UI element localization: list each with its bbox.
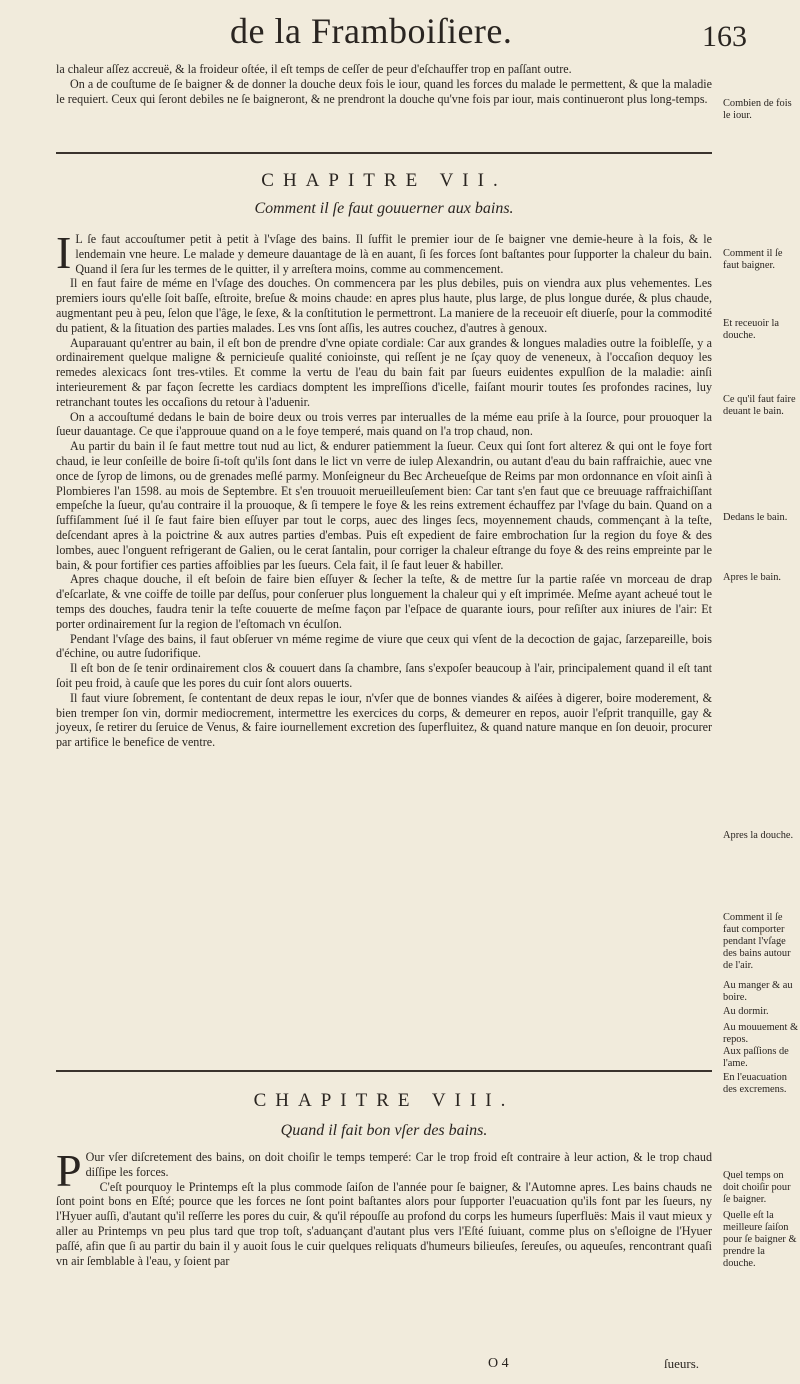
paragraph: Apres chaque douche, il eſt beſoin de faire bien eſſuyer & ſecher la teſte, & de mettre ſur la partie raſée vn morceau de drap d'eſcarlate, & vne coiffe de toille par deſſus, pour conſeruer plus longuement la chaleur qui y eſt imprimée. Meſme ayant acheué tout le temps des douches, faudra tenir la teſte couuerte de meſme façon par l'eſpace de quarante iours, pour reſiſter aux iniures de l'air: Et porter ordinairement ſur la region de l'eſtomach vn éculſon. (56, 572, 712, 631)
margin-note: Apres le bain. (723, 572, 781, 583)
chapter-7-body (56, 227, 712, 750)
chapter-8-body (56, 1145, 712, 1268)
margin-note: Comment il ſe faut comporter pendant l'vſage des bains autour de l'air. (723, 912, 791, 971)
paragraph (56, 227, 712, 278)
chapter-8-heading (56, 1090, 712, 1112)
catchword: ſueurs. (664, 1356, 700, 1371)
running-title: de la Framboiſiere. (230, 11, 513, 51)
paragraph: Il faut viure ſobrement, ſe contentant de deux repas le iour, n'vſer que de bonnes viandes & aiſées à digerer, boire moderement, & bien tremper ſon vin, dormir mediocrement, intermettre les exercices du corps, & demeurer en repos, auoir l'eſprit tranquille, gay & joyeux, ſe retirer du ſeruice de Venus, & faire iournellement excretion des ſuperfluitez, & quand nature manque en ſon deuoir, procurer par artifice le benefice de ventre. (56, 690, 712, 750)
paragraph: On a accouſtumé dedans le bain de boire deux ou trois verres par interualles de la méme eau priſe à la ſource, pour prouoquer la ſueur dauantage. Ce que i'approuue quand on a le foye temperé, mais quand on l'a trop chaud, non. (56, 409, 712, 439)
paragraph-text: L ſe faut accouſtumer petit à petit à l'vſage des bains. Il ſuffit le premier iour de ſe baigner vne demie-heure à la fois, & le lendemain vne heure. Le malade y demeure dauantage de là en auant, ſi ſes forces ſont baſtantes pour ſupporter la chaleur du bain. Quand il ſera ſur les termes de le quitter, il y arreſtera moins, comme au commencement. (75, 232, 712, 276)
chapter-7-heading (56, 170, 712, 192)
paragraph: Pendant l'vſage des bains, il faut obſeruer vn méme regime de viure que ceux qui vſent de la decoction de gajac, ſarzepareille, bois d'échine, ou autre ſudorifique. (56, 631, 712, 661)
chapter-8-title: Quand il fait bon vſer des bains. (280, 1122, 488, 1139)
paragraph: Il eſt bon de ſe tenir ordinairement clos & couuert dans ſa chambre, ſans s'expoſer beaucoup à l'air, principalement quand il eſt tant ſoit peu froid, à cauſe que les pores du cuir ſont alors ouuerts. (56, 661, 712, 690)
paragraph: C'eſt pourquoy le Printemps eſt la plus commode ſaiſon de l'année pour ſe baigner, & l'Automne apres. Les bains chauds ne ſont point bons en Eſté; pource que les forces ne ſont point baſtantes alors pour ſupporter l'euacuation qu'ils font par les ſueurs, ny l'Hyuer auſſi, d'autant qu'il reſſerre les pores du cuir, & qu'il répouſſe au profond du corps les humeurs ſuperfluës: Mais il vaut mieux y aller au Printemps vn peu plus tard que trop toſt, s'aduançant d'autant plus vers l'Eſté ſuiuant, comme plus on s'eſloigne de l'Hyuer paſſé, afin que ſi au partir du bain il y auoit ſous le cuir quelques reliquats d'humeurs bilieuſes, ſereuſes, ou aqueuſes, rencontrant quaſi vn air ſemblable à l'eau, y ſoient par (56, 1179, 712, 1268)
margin-note: Comment il ſe faut baigner. (723, 248, 783, 271)
chapter-8-label: CHAPITRE VIII. (253, 1090, 515, 1111)
intro-text (56, 62, 712, 106)
section-rule (56, 1070, 712, 1072)
paragraph: Auparauant qu'entrer au bain, il eſt bon de prendre d'vne opiate cordiale: Car aux grandes & longues maladies outre la foibleſſe, y a ordinairement quelque maligne & pernicieuſe qualité conioinste, qui reſſent je ne ſçay quoy de veneneux, à l'occaſion dequoy les remedes alexicacs ſont tres-vtiles. Et comme la vertu de l'eau du bain fait par ſueurs euidentes expulſion de la maladie: ainſi interieurement & par façon ſecrette les cardiacs domptent les impreſſions d'icelle, faiſant mourir toutes ſes profondes racines, luy retranchant toutes les occaſions du retour à l'aduenir. (56, 335, 712, 409)
intro-paragraph: On a de couſtume de ſe baigner & de donner la douche deux fois le iour, quand les forces du malade le permettent, & que la maladie le requiert. Ceux qui ſeront debiles ne ſe baigneront, & ne prendront la douche qu'vne fois par iour, mais continueront plus long-temps. (56, 76, 712, 106)
margin-note: Quelle eſt la meilleure ſaiſon pour ſe baigner & prendre la douche. (723, 1210, 797, 1269)
margin-note: Apres la douche. (723, 830, 794, 841)
chapter-7-title: Comment il ſe faut gouuerner aux bains. (254, 200, 514, 217)
running-head (0, 6, 800, 60)
margin-note: En l'euacuation des excremens. (723, 1072, 787, 1095)
margin-note: Combien de fois le iour. (723, 98, 792, 121)
intro-paragraph: la chaleur aſſez accreuë, & la froideur oſtée, il eſt temps de ceſſer de peur d'eſchauffer trop en paſſant outre. (56, 62, 572, 76)
margin-note: Aux paſſions de l'ame. (723, 1046, 789, 1069)
page-number: 163 (702, 20, 747, 53)
section-rule (56, 152, 712, 154)
margin-note: Ce qu'il faut faire deuant le bain. (723, 394, 796, 417)
margin-note: Au dormir. (723, 1006, 769, 1017)
paragraph-text: Our vſer diſcretement des bains, on doit choiſir le temps temperé: Car le trop froid eſt contraire à leur action, & le trop chaud diſſipe les forces. (85, 1150, 712, 1179)
signature-mark: O 4 (488, 1356, 509, 1371)
chapter-7-label: CHAPITRE VII. (261, 170, 507, 191)
margin-note: Dedans le bain. (723, 512, 788, 523)
margin-note: Au mouuement & repos. (723, 1022, 799, 1045)
drop-cap: P (56, 1145, 82, 1196)
paragraph: Il en faut faire de méme en l'vſage des douches. On commencera par les plus debiles, puis on viendra aux plus vehementes. Les premiers iours qu'elle ſoit baſſe, eſtroite, breſue & moins chaude: en apres plus haute, plus large, de plus longue durée, & plus chaude, augmentant peu à peu, ſelon que l'âge, le ſexe, & la conſtitution le permettront. La maniere de la receuoir eſt diuerſe, pour la commodité du patient, & la ſituation des parties malades. Les vns ſont aſſis, les autres couchez, d'autres à genoux. (56, 276, 712, 335)
paragraph: Au partir du bain il ſe faut mettre tout nud au lict, & endurer patiemment la ſueur. Ceux qui ſont fort alterez & qui ont le foye fort chaud, ie leur conſeille de boire ſi-toſt qu'ils ſont dans le lict vn verre de iulep Alexandrin, ou autant d'eau du bain raffraichie, auec vne once de ſyrop de limons, ou de grenades meſlé parmy. Monſeigneur du Bec Archeueſque de Reims par mon ordonnance en vſoit ainſi à Plombieres l'an 1598. au mois de Septembre. Et s'en trouuoit merueilleuſement bien: Car tant s'en faut que ce breuuage raffraichiſſant empeſche la ſueur, qu'au contraire il la prouoque, & ſi tempere le foye & les reins extrement échauffez par l'vſage du bain. Quand on a ſuffiſamment ſué il ſe faut faire bien eſſuyer par tout le corps, auec des linges ſecs, moyennement chauds, commençant à la teſte, deſcendant apres à la poictrine & aux autres parties d'embas. Puis eſt expedient de faire embrochation ſur la region du foye & des lombes, auec l'onguent refrigerant de Galien, ou le cerat ſantalin, pour corriger la chaleur eſtrange du foye & des reins empreinte par le bain, & pour fortifier ces parties affoiblies par les ſueurs. Cela fait, il ſe faut leuer & habiller. (56, 439, 712, 572)
margin-note: Et receuoir la douche. (723, 318, 779, 341)
paragraph (56, 1145, 712, 1196)
margin-notes (723, 0, 799, 1384)
margin-note: Au manger & au boire. (723, 980, 793, 1003)
margin-note: Quel temps on doit choiſir pour ſe baigner. (723, 1170, 791, 1205)
drop-cap: I (56, 227, 72, 278)
